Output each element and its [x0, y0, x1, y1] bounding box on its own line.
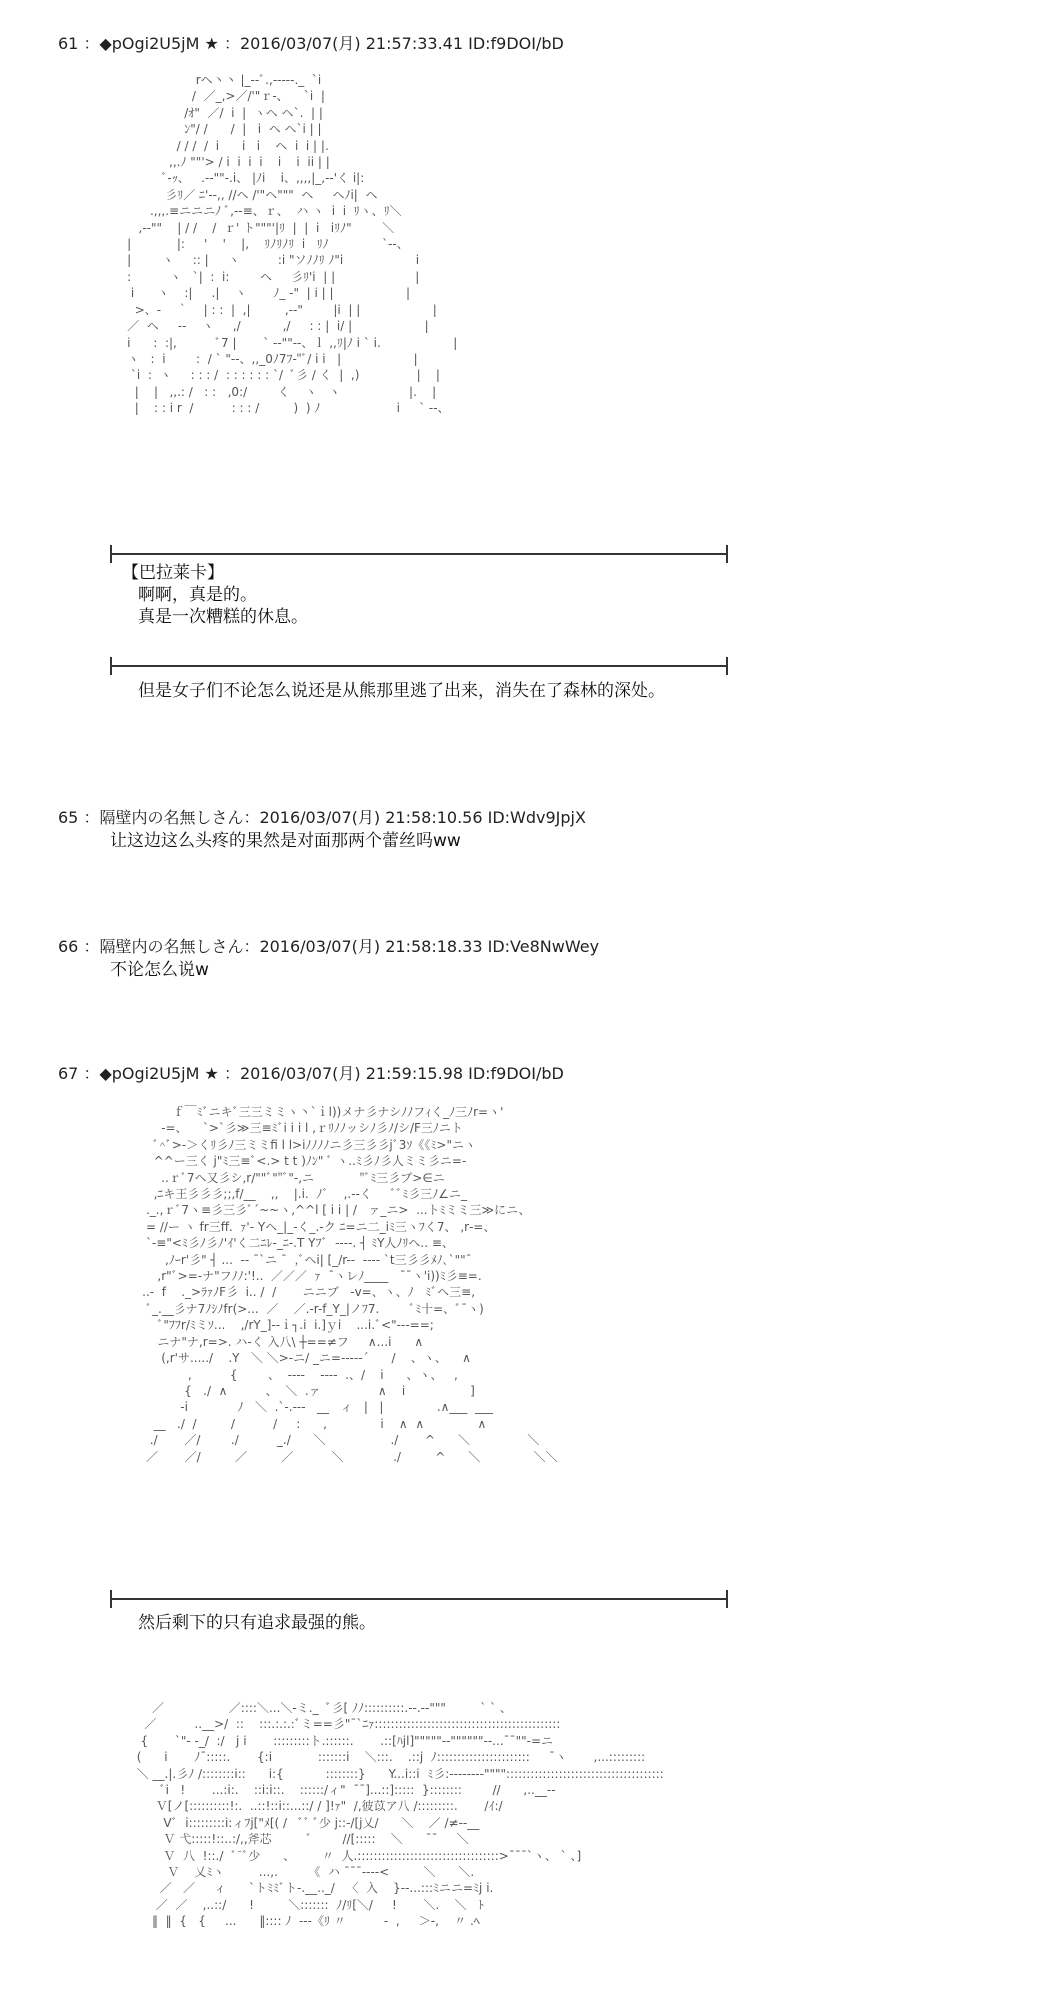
post-body-66: 不论怎么说w — [110, 960, 209, 980]
divider-rule — [110, 665, 728, 667]
divider-rule — [110, 553, 728, 555]
divider-rule — [110, 1598, 728, 1600]
ascii-art-61: rヘ丶丶 |_-‐ﾞ.,-‐-‐-._ `i / ／_,>／/'"ｒ-、 `i | /ｵ" ／/ i | ヽヘ ヘ`. | | ﾝ"/ / / | i ヘ ヘ`i | | / / / / i i i ヘ i i | |. ,,.ﾉ ""'> / i i i i i i ii | | ﾞ-ｯ、 .-‐""-.i、 |ﾉi i、,,,,|_,-‐'く i|: 彡ﾘ／ ﾆ'‐-,, //ヘ /'"ヘ""" ヘ ヘﾉi| ヘ .,,,.≡ニニニﾉ ﾞ,-‐≡、ｒ、 ハ ヽ i i ﾘヽ、ﾘ＼ ,-‐"" | / / / ｒ' ト"""'|ﾘ | | i iﾘﾉ" ＼ | |: ' ' |, ﾘﾉﾘﾉﾘ i ﾘﾉ `‐-、 | ヽ :: | ヽ :i "ソﾉﾉﾘ ﾉ"i i : ヽ `| : i: ヘ 彡ﾘ'i | | | i ヽ :| .| ヽ ﾉ_ -" | i | | | >、- ｀ | : : | ,| ,-‐" |i | | | ／ ヘ -- ヽ ,/ ,/ : : | i/ | | i : :|, ﾞ7 | ` ‐-""‐-、ｌ ,,ﾘ|ﾉ i ` i. | ヽ : i : / ` "‐-、,,_0ﾉ7ﾌ‐"ﾞ/ i i | | `i : ヽ : : : / : : : : : : `/ ﾞ彡 / く | ,) | | | | ,,.: / : : ,0:/ く ヽ ヽ |. | | : : i r / : : : / ) ) ﾉ i ` ‐-、 — [127, 73, 458, 416]
post-header-61: 61 ：◆pOgi2U5jM ★ ：2016/03/07(月) 21:57:33.41 ID:f9DOI/bD — [58, 34, 564, 53]
speech-block-balalaika — [122, 562, 308, 628]
narration-text: 但是女子们不论怎么说还是从熊那里逃了出来，消失在了森林的深处。 — [138, 681, 665, 701]
speech-line: 啊啊，真是的。 — [138, 585, 257, 605]
ascii-art-bear: ／ ／::::＼...＼‐ミ._ ﾞ彡[ ﾉﾉ::::::::::.‐‐.‐‐""" ` ` 、 ／ ..__>/ :: :::.:.:.:ﾞミ==彡"¯`ﾆｧ:::::::::::::::::::::::::::::::::::::::::::::: { `"‐ -_/ :/ j i :::::::::ト.::::::. .::[ﾊjl]"""""‐-""""""‐‐...¯¯""‐=ニ ( i ﾉ¯:::::. {:i :::::::i ＼:::. .::j ﾉ::::::::::::::::::::::: ¯ヽ ,...::::::::: ＼ __.|.彡ﾉ /::::::::i:: i:{ ::::::::} Y...i::i ﾐ彡:‐‐‐‐‐---""""::::::::::::::::::::::::::::::::::::::: ﾞi ! ...:i:. ::i:i::. ::::::/ィ" ¯¯]...::]::::: }:::::::: // ,..__‐‐ Ｖ[ノ[::::::::::!:. ..::!::i::...::/ / ]!ｧ" /,彼苡ア八 /:::::::::. /ｲ:/ Vﾞ i:::::::::i:ィﾌj["ﾒ[( / ﾞﾞ ﾞ少 j::-/[j乂/ ＼ ／ /≠‐-__ Ｖ 弋:::::!::..:/,,斧芯 ﾞ //[::::: ＼ ¯¯ ＼ Ｖ 八 !::./ ﾞ¯ﾞ少 、 〃 人.:::::::::::::::::::::::::::::::::::>¯¯¯`ヽ、 ` 、] Ｖ 乂ﾐヽ ...,. 《 ハ ¯¯¯‐-‐‐< ＼ ＼. ／ ／ ィ `トﾐﾐﾞト‐.__.._/ 〈 入 }‐‐...:::ﾐニニ=ﾐj i. ／ ／ ,..::/ ! ＼::::::: ﾉ/ﾘ[＼/ ! ＼. ＼ ﾄ ‖ ‖ { { ... ‖:::: ﾉ ‐‐‐《ﾘ 〃 ‐ , ＞‐, 〃 .ﾍ — [136, 1701, 664, 1929]
speech-line: 真是一次糟糕的休息。 — [138, 607, 308, 627]
narration-text-2: 然后剩下的只有追求最强的熊。 — [138, 1613, 376, 1633]
post-header-67: 67 ：◆pOgi2U5jM ★ ：2016/03/07(月) 21:59:15.98 ID:f9DOI/bD — [58, 1064, 564, 1083]
speaker-name: 【巴拉莱卡】 — [122, 563, 224, 583]
ascii-art-67: ｆ￣ﾐﾞニキﾞ三三ミミヽ丶`ｉl))メナ彡ナシﾉﾉフｨく_ﾉ三ﾉr=ヽ' ‐=、 `>`彡≫三≡ﾐﾞi i i l ,ｒﾘﾉﾉッシﾉ彡ﾉ/シ/F三ﾉニト ﾞ^ﾞ>-＞くﾘ彡ﾉ三ミミfi l l>iﾉﾉﾉﾉニ彡三彡彡jﾞ3ｿ《《ﾐ>"ニヽ ^^ー三く j"ﾐ三≡ﾞ<.> t t )ﾉﾝ" ﾞ ヽ..ﾐ彡ﾉ彡人ミミ彡ニ=- ..ｒﾞ7ヘ又彡シ,r/""ﾞ""ﾞ"‐,ニ "ﾞﾐ三彡ブ>∈ニ ,ﾆキ王彡彡彡;;,f/__ ,, |.i. ﾉﾞ ,.--く ﾞﾞﾐ彡三ﾉ∠ニ_ ._.,ｒﾞ7ヽ≡彡三彡ﾞ´~~ヽ,^^l [ i i | / ァ_ニ> ...トﾐミミ三≫にニ、 = //ー ヽ fr三ff. ｧ'‐ Yヘ_|_-く_.-ク ﾆ=ニ二_iﾐ三ヽﾌく7、 ,r‐=、 `‐≡"<ﾐ彡ﾉ彡ﾉ'ｲ'く二ﾆﾚ-_ﾆ-.T Yﾌﾞ -‐‐-. ┤ ﾐY人ﾉﾘヘ.. ≡、 ,ﾉｰr'彡" ┤ ... -- ¯`ニ ¯ ,ﾞヘi| [_/r-‐ --‐‐ `t三彡彡ﾒﾉ､`""¯ ,r"ﾞ>=‐ナ"フﾉﾉ:'!.. ／／／ ｧ ¯ヽレﾉ____ ¯¯ヽ'i))ﾐ彡≡=. ..- f ._>ﾗｧﾉF彡 i.. / / ニニブ -v=、ヽ、ﾉ ﾐﾞヘ三≡, ﾞ_.__彡ナ7ﾉｼﾉfr(>... ／ ／.-r-f_Y_|ノﾌ7. ﾞﾐ十=、ﾞ¯ヽ) ﾞ"ﾌﾌr/ﾐミｿ... ,/rY_]-‐ｉ┐.i i.]ｙi ...i.ﾞ<"‐‐‐==; ニナ"ナ,r=>. ハ‐く 入八\ ┼==≠フ ∧...i ∧ (,r'サ...../ .Y ＼ ＼>-ニ/ _ニ=----‐´ / 、ヽ、 ∧ , { 、 ---‐ ‐‐‐‐ .、/ i 、ヽ、 , { ./ ∧ 、 ＼ .ァ ∧ i ] -i ﾉ ＼ .`-.--- __ ィ | | .∧___ ___ __ ./ / / / : , i ∧ ∧ ∧ ./ ／/ ./ _./ ＼ ./ ^ ＼ ＼ ／ ／/ ／ ／ ＼ ./ ^ ＼ ＼＼ — [142, 1105, 558, 1464]
post-body-65: 让这边这么头疼的果然是对面那两个蕾丝吗ww — [110, 831, 461, 851]
post-header-65: 65 ：隔壁内の名無しさん：2016/03/07(月) 21:58:10.56 ID:Wdv9JpjX — [58, 808, 586, 827]
post-header-66: 66 ：隔壁内の名無しさん：2016/03/07(月) 21:58:18.33 ID:Ve8NwWey — [58, 937, 600, 956]
